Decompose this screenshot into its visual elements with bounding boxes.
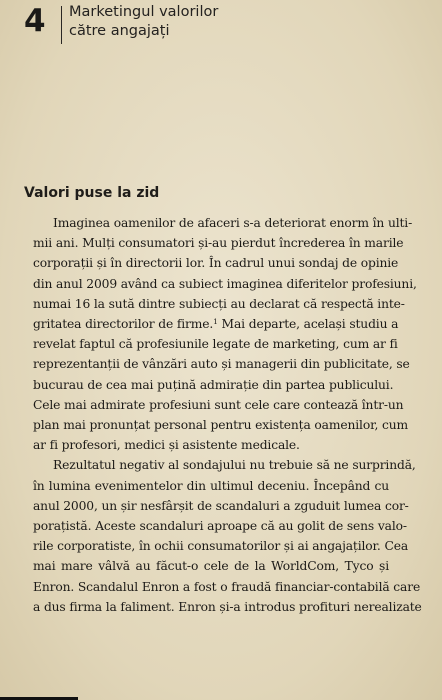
text-line: Enron. Scandalul Enron a fost o fraudă financiar-contabilă care <box>33 579 421 594</box>
text-segment: Mai departe, același studiu a <box>217 317 399 332</box>
header-divider <box>61 6 62 44</box>
text-line: ar fi profesori, medici și asistente medicale. <box>33 438 300 453</box>
text-line: rile corporatiste, în ochii consumatorilor și ai angajaților. Cea <box>33 539 409 554</box>
text-line: corporații și în directorii lor. În cadrul unui sondaj de opinie <box>33 256 399 271</box>
section-heading: Valori puse la zid <box>24 185 160 201</box>
text-line: din anul 2009 având ca subiect imaginea diferitelor profesiuni, <box>33 276 417 291</box>
text-line: revelat faptul că profesiunile legate de marketing, cum ar fi <box>33 337 398 352</box>
chapter-title-line-2: către angajați <box>69 23 170 39</box>
chapter-title <box>69 3 289 41</box>
chapter-number: 4 <box>24 3 46 39</box>
text-line: numai 16 la sută dintre subiecți au declarat că respectă inte- <box>33 296 405 311</box>
text-line: mii ani. Mulți consumatori și-au pierdut încrederea în marile <box>33 236 404 251</box>
paragraph-2 <box>33 455 422 617</box>
text-line: Rezultatul negativ al sondajului nu trebuie să ne surprindă, <box>53 458 416 473</box>
text-line-with-footnote <box>33 314 399 334</box>
chapter-title-line-1: Marketingul valorilor <box>69 4 219 20</box>
text-line: anul 2000, un șir nesfârșit de scandaluri a zguduit lumea cor- <box>33 498 409 513</box>
text-line: reprezentanții de vânzări auto și managerii din publicitate, se <box>33 357 410 372</box>
footnote-reference: 1 <box>213 317 218 327</box>
paragraph-1 <box>33 213 417 455</box>
text-line: a dus firma la faliment. Enron și-a introdus profituri nerealizate <box>33 599 422 614</box>
text-line: plan mai pronunțat personal pentru existența oamenilor, cum <box>33 418 408 433</box>
text-line: mai mare vâlvă au făcut-o cele de la WorldCom, Tyco și <box>33 559 389 574</box>
text-line: porațistă. Aceste scandaluri aproape că au golit de sens valo- <box>33 519 407 534</box>
text-line: bucurau de cea mai puțină admirație din partea publicului. <box>33 377 394 392</box>
text-line: în lumina evenimentelor din ultimul deceniu. Începând cu <box>33 478 389 493</box>
body-text <box>33 213 422 617</box>
text-segment: gritatea directorilor de firme. <box>33 317 214 332</box>
text-line: Imaginea oamenilor de afaceri s-a deteriorat enorm în ulti- <box>53 216 413 230</box>
text-line: Cele mai admirate profesiuni sunt cele care contează într-un <box>33 397 404 412</box>
